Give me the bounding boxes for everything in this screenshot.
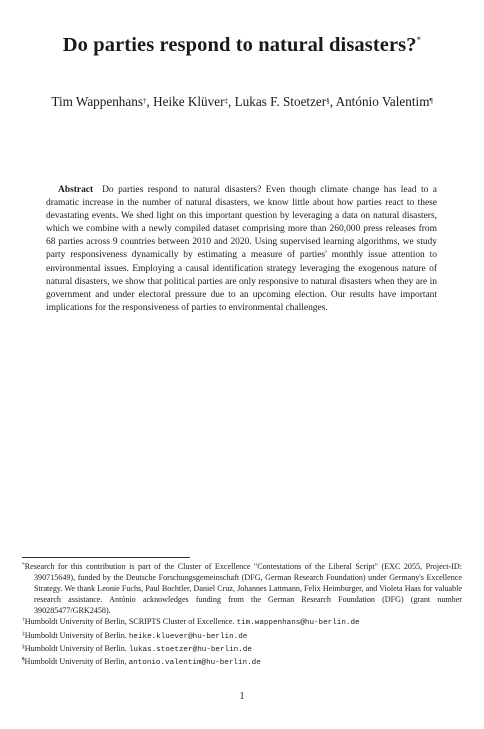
footnote-affiliation bbox=[22, 643, 462, 656]
author-name: Lukas F. Stoetzer bbox=[234, 94, 327, 109]
footnote-divider bbox=[22, 557, 190, 558]
paper-title-text: Do parties respond to natural disasters? bbox=[62, 34, 417, 56]
abstract-text: Do parties respond to natural disasters? Even though climate change has lead to a dramatic increase in the number of natural disasters, we know little about how parties react to these devastating events. We shed light on this important question by leveraging a data on natural disasters, which we combine with a newly compiled dataset comprising more than 260,000 press releases from 68 parties across 9 countries between 2010 and 2020. Using supervised learning algorithms, we study party responsiveness dynamically by estimating a measure of parties' monthly issue attention to environmental issues. Employing a causal identification strategy leveraging the exogenous nature of natural disasters, we show that political parties are only responsive to natural disasters when they are in government and under electoral pressure due to an upcoming election. Our results have important implications for the responsiveness of parties to environmental challenges. bbox=[46, 185, 438, 313]
footnote-affiliation bbox=[22, 630, 462, 643]
footnote-affiliation bbox=[22, 656, 462, 669]
footnote-affiliation bbox=[22, 616, 462, 629]
footnote-mark: † bbox=[22, 617, 25, 624]
page-number: 1 bbox=[239, 691, 245, 702]
footnote-mark: ¶ bbox=[22, 656, 25, 663]
footnote-text: Humboldt University of Berlin. bbox=[24, 643, 127, 653]
footnote-funding bbox=[22, 561, 462, 616]
author-mark: § bbox=[326, 97, 330, 105]
footnote-mark: * bbox=[22, 562, 25, 568]
paper-title bbox=[0, 34, 484, 57]
author-list: Tim Wappenhans†, Heike Klüver‡, Lukas F. Stoetzer§, António Valentim¶ bbox=[51, 94, 433, 109]
author-name: Tim Wappenhans bbox=[51, 94, 143, 109]
author-email-link[interactable]: antonio.valentim@hu-berlin.de bbox=[128, 658, 261, 667]
author-mark: ¶ bbox=[429, 97, 433, 105]
footnote-text: Research for this contribution is part of the Cluster of Excellence "Contestations of the Liberal Script" (EXC 2055, Project-ID: 390715649), funded by the Deutsche Forschungsgemeinschaft (DFG, German Research Foundation) under Germany's Excellence Strategy. We thank Leonie Fuchs, Paul Bochtler, Daniel Cruz, Johannes Lattmann, Felix Heimburger, and Violeta Haas for valuable research assistance. António acknowledges funding from the German Research Foundation (DFG) (grant number 390285477/GRK2458). bbox=[24, 562, 462, 616]
footnote-text: Humboldt University of Berlin. bbox=[24, 630, 127, 640]
abstract-label: Abstract bbox=[58, 185, 94, 195]
footnote-text: Humboldt University of Berlin, bbox=[24, 656, 127, 666]
author-mark: ‡ bbox=[224, 97, 228, 105]
author-mark: † bbox=[142, 97, 147, 105]
author-email-link[interactable]: lukas.stoetzer@hu-berlin.de bbox=[128, 645, 252, 654]
author-email-link[interactable]: heike.kluever@hu-berlin.de bbox=[128, 632, 248, 641]
footnote-mark: ‡ bbox=[22, 630, 25, 637]
abstract bbox=[46, 184, 437, 315]
footnote-text: Humboldt University of Berlin, SCRIPTS Cluster of Excellence. bbox=[24, 617, 235, 627]
footnote-mark: § bbox=[22, 643, 25, 650]
author-email-link[interactable]: tim.wappenhans@hu-berlin.de bbox=[236, 619, 360, 628]
title-footnote-mark: * bbox=[416, 35, 422, 45]
author-name: Heike Klüver bbox=[153, 94, 225, 109]
author-name: António Valentim bbox=[335, 94, 430, 109]
footnotes bbox=[22, 561, 462, 669]
